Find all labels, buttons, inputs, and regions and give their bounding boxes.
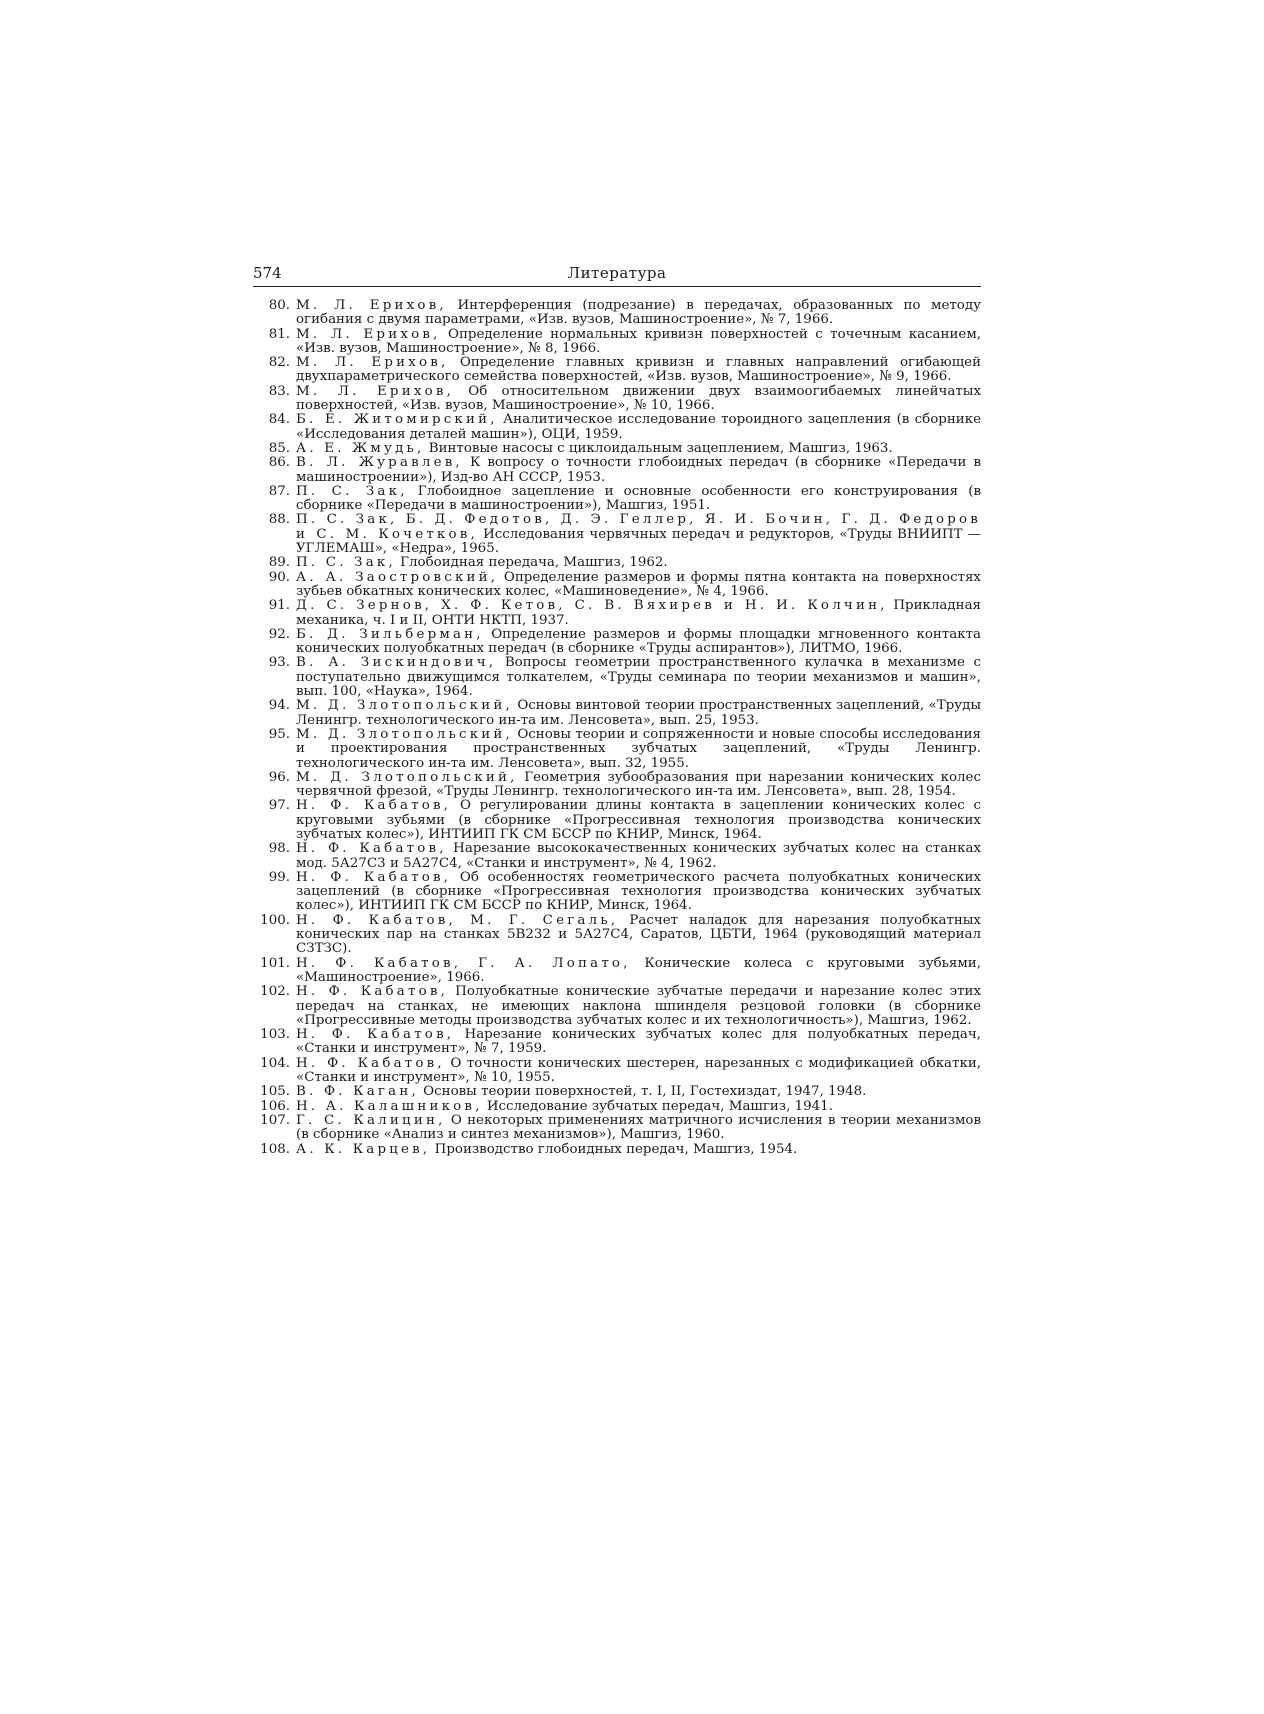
reference-text: О некоторых применениях матричного исчисления в теории механизмов (в сборнике «Анализ и синтез механизмов»), Машгиз, 1960. bbox=[296, 1112, 981, 1143]
reference-number: 81. bbox=[268, 326, 290, 342]
reference-text: Геометрия зубообразования при нарезании конических колес червячной фрезой, «Труды Ленингр. технологического ин-та им. Ленсовета», вып. 28, 1954. bbox=[296, 769, 981, 800]
reference-author: А. Е. Жмудь, bbox=[296, 440, 425, 456]
reference-text: Интерференция (подрезание) в передачах, образованных по методу огибания с двумя параметрами, «Изв. вузов, Машиностроение», № 7, 1966. bbox=[296, 298, 981, 328]
page-number: 574 bbox=[253, 264, 282, 282]
reference-number: 80. bbox=[268, 298, 290, 313]
reference-entry bbox=[253, 1114, 981, 1143]
reference-text: Нарезание конических зубчатых колес для полуобкатных передач, «Станки и инструмент», № 7, 1959. bbox=[296, 1027, 981, 1057]
section-title: Литература bbox=[567, 264, 667, 282]
reference-entry bbox=[253, 985, 981, 1028]
reference-entry bbox=[253, 1100, 981, 1114]
reference-number: 95. bbox=[268, 726, 290, 742]
reference-author: Н. Ф. Кабатов, bbox=[296, 869, 452, 885]
reference-entry bbox=[253, 656, 981, 699]
reference-number: 103. bbox=[260, 1027, 290, 1043]
reference-author: П. С. Зак, bbox=[296, 555, 396, 571]
reference-list bbox=[253, 299, 981, 1157]
reference-text: Основы теории поверхностей, т. I, II, Гостехиздат, 1947, 1948. bbox=[418, 1084, 867, 1100]
reference-text: Винтовые насосы с циклоидальным зацеплением, Машгиз, 1963. bbox=[424, 440, 893, 456]
reference-entry bbox=[253, 513, 981, 556]
reference-entry bbox=[253, 1028, 981, 1057]
reference-author: А. А. Заостровский, bbox=[296, 569, 499, 585]
reference-entry bbox=[253, 571, 981, 600]
reference-entry bbox=[253, 628, 981, 657]
reference-number: 89. bbox=[268, 555, 290, 571]
reference-entry bbox=[253, 456, 981, 485]
reference-number: 84. bbox=[268, 412, 290, 428]
reference-entry bbox=[253, 771, 981, 800]
reference-number: 88. bbox=[268, 512, 290, 528]
reference-text: Полуобкатные конические зубчатые передачи и нарезание колес этих передач на станках, не имеющих наклона шпинделя резцовой головки (в сборнике «Прогрессивные методы производства зубчатых колес и их технологичность»), Машгиз, 1962. bbox=[296, 984, 982, 1028]
reference-author: М. Л. Ерихов, bbox=[296, 326, 441, 342]
running-header bbox=[253, 264, 981, 287]
reference-text: Исследование зубчатых передач, Машгиз, 1941. bbox=[482, 1098, 833, 1114]
reference-entry bbox=[253, 328, 981, 357]
reference-author: М. Л. Ерихов, bbox=[296, 383, 455, 399]
reference-number: 86. bbox=[268, 455, 290, 471]
reference-entry bbox=[253, 799, 981, 842]
reference-number: 106. bbox=[260, 1098, 290, 1114]
reference-entry bbox=[253, 485, 981, 514]
reference-number: 91. bbox=[268, 598, 290, 614]
reference-text: О регулировании длины контакта в зацеплении конических колес с круговыми зубьями (в сборнике «Прогрессивная технология производства конических зубчатых колес»), ИНТИИП ГК СМ БССР по КНИР, Минск, 1964. bbox=[296, 798, 981, 842]
reference-entry bbox=[253, 1057, 981, 1086]
reference-author: М. Л. Ерихов, bbox=[296, 355, 449, 371]
reference-author: Г. С. Калицин, bbox=[296, 1112, 446, 1128]
reference-entry bbox=[253, 556, 981, 570]
reference-entry bbox=[253, 299, 981, 328]
reference-number: 107. bbox=[260, 1112, 290, 1128]
reference-text: Расчет наладок для нарезания полуобкатных конических пар на станках 5В232 и 5А27С4, Саратов, ЦБТИ, 1964 (руководящий материал СЗТЗС). bbox=[296, 912, 981, 957]
reference-entry bbox=[253, 385, 981, 414]
reference-entry bbox=[253, 442, 981, 456]
reference-number: 90. bbox=[268, 569, 290, 585]
reference-number: 85. bbox=[268, 440, 290, 456]
reference-number: 83. bbox=[268, 383, 290, 399]
reference-author: Д. С. Зернов, Х. Ф. Кетов, С. В. Вяхирев и Н. И. Колчин, bbox=[296, 598, 888, 614]
reference-author: В. А. Зискиндович, bbox=[296, 655, 497, 671]
reference-text: Определение размеров и формы площадки мгновенного контакта конических полуобкатных передач (в сборнике «Труды аспирантов»), ЛИТМО, 1966. bbox=[296, 626, 981, 657]
reference-number: 82. bbox=[268, 355, 290, 371]
reference-number: 97. bbox=[268, 798, 290, 814]
reference-text: Основы теории и сопряженности и новые способы исследования и проектирования пространственных зубчатых зацеплений, «Труды Ленингр. технологического ин-та им. Ленсовета», вып. 32, 1955. bbox=[296, 726, 981, 771]
reference-number: 105. bbox=[260, 1084, 290, 1100]
reference-entry bbox=[253, 728, 981, 771]
reference-number: 102. bbox=[260, 984, 290, 1000]
reference-author: Н. Ф. Кабатов, Г. А. Лопато, bbox=[296, 955, 631, 971]
reference-author: Б. Д. Зильберман, bbox=[296, 626, 484, 642]
page bbox=[253, 264, 981, 1157]
reference-number: 92. bbox=[268, 626, 290, 642]
reference-text: Нарезание высококачественных конических зубчатых колес на станках мод. 5А27С3 и 5А27С4, «Станки и инструмент», № 4, 1962. bbox=[296, 841, 982, 871]
reference-number: 100. bbox=[260, 912, 290, 928]
reference-author: Н. Ф. Кабатов, bbox=[296, 841, 447, 857]
reference-text: Глобоидная передача, Машгиз, 1962. bbox=[395, 555, 668, 571]
reference-number: 87. bbox=[268, 483, 290, 499]
reference-text: Конические колеса с круговыми зубьями, «Машиностроение», 1966. bbox=[296, 955, 981, 985]
reference-author: Н. Ф. Кабатов, bbox=[296, 1055, 445, 1071]
reference-author: Н. Ф. Кабатов, bbox=[296, 984, 449, 1000]
reference-text: Глобоидное зацепление и основные особенности его конструирования (в сборнике «Передачи в машиностроении»), Машгиз, 1951. bbox=[296, 483, 982, 514]
reference-number: 93. bbox=[268, 655, 290, 671]
reference-entry bbox=[253, 957, 981, 986]
reference-text: Вопросы геометрии пространственного кулачка в механизме с поступательно движущимся толкателем, «Труды семинара по теории механизмов и машин», вып. 100, «Наука», 1964. bbox=[296, 655, 981, 700]
reference-text: Определение размеров и формы пятна контакта на поверхностях зубьев обкатных конических колес, «Машиноведение», № 4, 1966. bbox=[296, 569, 981, 599]
reference-entry bbox=[253, 356, 981, 385]
reference-author: М. Л. Ерихов, bbox=[296, 298, 447, 313]
reference-author: Н. Ф. Кабатов, bbox=[296, 1027, 455, 1043]
reference-author: М. Д. Злотопольский, bbox=[296, 698, 513, 714]
reference-number: 104. bbox=[260, 1055, 290, 1071]
reference-entry bbox=[253, 699, 981, 728]
reference-number: 94. bbox=[268, 698, 290, 714]
reference-number: 96. bbox=[268, 769, 290, 785]
reference-text: Прикладная механика, ч. I и II, ОНТИ НКТП, 1937. bbox=[296, 598, 982, 628]
reference-text: Исследования червячных передач и редукторов, «Труды ВНИИПТ — УГЛЕМАШ», «Недра», 1965. bbox=[296, 526, 981, 557]
reference-entry bbox=[253, 1085, 981, 1099]
reference-number: 98. bbox=[268, 841, 290, 857]
reference-entry bbox=[253, 842, 981, 871]
reference-text: Аналитическое исследование тороидного зацепления (в сборнике «Исследования деталей машин»), ОЦИ, 1959. bbox=[296, 412, 981, 442]
reference-author: Б. Е. Житомирский, bbox=[296, 412, 498, 428]
reference-number: 99. bbox=[268, 869, 290, 885]
reference-text: Основы винтовой теории пространственных зацеплений, «Труды Ленингр. технологического ин-та им. Ленсовета», вып. 25, 1953. bbox=[296, 698, 982, 728]
reference-text: К вопросу о точности глобоидных передач (в сборнике «Передачи в машиностроении»), Изд-во АН СССР, 1953. bbox=[296, 455, 981, 485]
reference-author: М. Д. Злотопольский, bbox=[296, 769, 518, 785]
reference-entry bbox=[253, 914, 981, 957]
reference-author: В. Л. Журавлев, bbox=[296, 455, 463, 471]
reference-author: А. К. Карцев, bbox=[296, 1141, 431, 1157]
reference-number: 108. bbox=[260, 1141, 290, 1157]
reference-author: Н. А. Калашников, bbox=[296, 1098, 483, 1114]
reference-author: Н. Ф. Кабатов, bbox=[296, 798, 452, 814]
reference-author: В. Ф. Каган, bbox=[296, 1084, 419, 1100]
reference-author: Н. Ф. Кабатов, М. Г. Сегаль, bbox=[296, 912, 619, 928]
reference-entry bbox=[253, 413, 981, 442]
reference-text: Определение нормальных кривизн поверхностей с точечным касанием, «Изв. вузов, Машиностроение», № 8, 1966. bbox=[296, 326, 981, 356]
reference-author: П. С. Зак, Б. Д. Федотов, Д. Э. Геллер, Я. И. Бочин, Г. Д. Федоров и С. М. Кочетков, bbox=[296, 512, 981, 542]
reference-author: М. Д. Злотопольский, bbox=[296, 726, 513, 742]
reference-author: П. С. Зак, bbox=[296, 483, 408, 499]
reference-text: О точности конических шестерен, нарезанных с модификацией обкатки, «Станки и инструмент», № 10, 1955. bbox=[296, 1055, 982, 1086]
reference-text: Об особенностях геометрического расчета полуобкатных конических зацеплений (в сборнике «Прогрессивная технология производства конических зубчатых колес»), ИНТИИП ГК СМ БССР по КНИР, Минск, 1964. bbox=[296, 869, 982, 914]
reference-entry bbox=[253, 1143, 981, 1157]
reference-text: Производство глобоидных передач, Машгиз, 1954. bbox=[430, 1141, 798, 1157]
reference-entry bbox=[253, 871, 981, 914]
reference-number: 101. bbox=[260, 955, 290, 971]
reference-text: Определение главных кривизн и главных направлений огибающей двухпараметрического семейства поверхностей, «Изв. вузов, Машиностроение», № 9, 1966. bbox=[296, 355, 982, 385]
reference-entry bbox=[253, 599, 981, 628]
reference-text: Об относительном движении двух взаимоогибаемых линейчатых поверхностей, «Изв. вузов, Машиностроение», № 10, 1966. bbox=[296, 383, 981, 414]
